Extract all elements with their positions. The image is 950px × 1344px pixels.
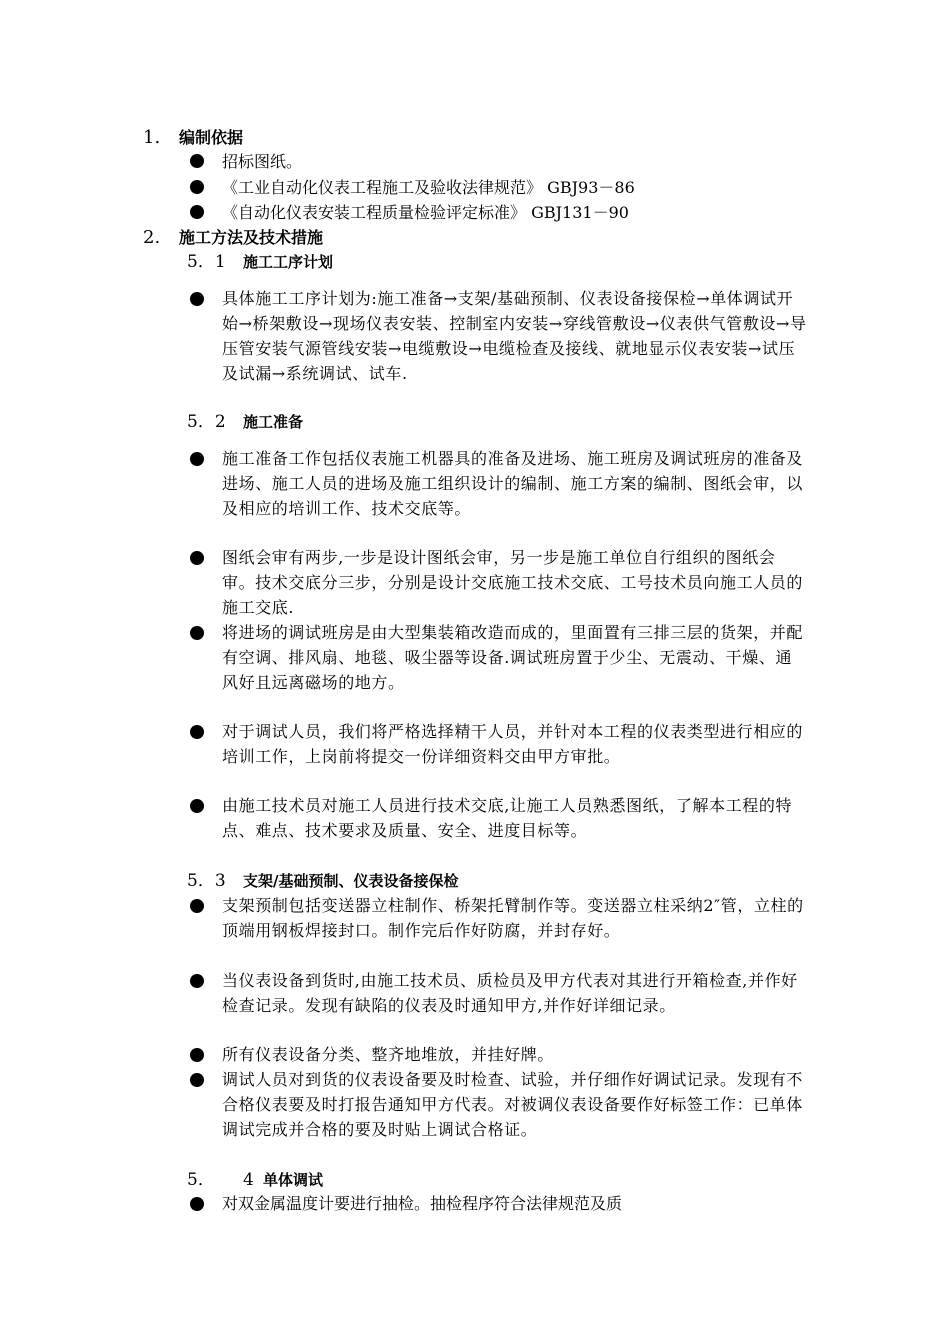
subsection-title: 施工工序计划 [243,253,334,271]
list-item: 施工准备工作包括仪表施工机器具的准备及进场、施工班房及调试班房的准备及进场、施工人员的进场及施工组织设计的编制、施工方案的编制、图纸会审，以及相应的培训工作、技术交底等。 [222,449,804,518]
subsection-title: 单体调试 [263,1171,324,1189]
subsection-5-2-heading [187,410,303,434]
subsection-number: 5．1 [187,252,226,272]
bullet-icon [190,725,204,739]
section-2-number: 2. [143,227,161,248]
list-item: 招标图纸。 [222,152,303,171]
bullet-icon [190,180,204,194]
list-item: 所有仪表设备分类、整齐地堆放，并挂好牌。 [222,1045,555,1064]
bullet-icon [190,154,204,168]
list-item: 对于调试人员，我们将严格选择精干人员，并针对本工程的仪表类型进行相应的培训工作，上岗前将提交一份详细资料交由甲方审批。 [222,722,804,766]
bullet-icon [190,1073,204,1087]
section-2-title: 施工方法及技术措施 [179,228,324,247]
subsection-5-1-heading [187,250,333,274]
subsection-title: 施工准备 [243,413,304,431]
list-item: 《工业自动化仪表工程施工及验收法律规范》 GBJ93－86 [222,178,635,197]
subsection-number: 5．3 [187,871,226,891]
section-1-number: 1. [143,127,161,148]
list-item: 《自动化仪表安装工程质量检验评定标准》 GBJ131－90 [222,203,629,222]
bullet-icon [190,551,204,565]
bullet-icon [190,1048,204,1062]
section-2-heading [143,226,323,250]
list-item: 将进场的调试班房是由大型集装箱改造而成的，里面置有三排三层的货架，并配有空调、排风扇、地毯、吸尘器等设备.调试班房置于少尘、无震动、干燥、通风好且远离磁场的地方。 [222,623,804,692]
list-item: 对双金属温度计要进行抽检。抽检程序符合法律规范及质 [222,1194,623,1213]
bullet-icon [190,626,204,640]
list-item: 支架预制包括变送器立柱制作、桥架托臂制作等。变送器立柱采纳2″管，立柱的顶端用钢板焊接封口。制作完后作好防腐，并封存好。 [222,896,804,940]
subsection-number-part: 4 [243,1170,254,1190]
list-item: 具体施工工序计划为:施工准备→支架/基础预制、仪表设备接保检→单体调试开始→桥架敷设→现场仪表安装、控制室内安装→穿线管敷设→仪表供气管敷设→导压管安装气源管线安装→电缆敷设→电缆检查及接线、就地显示仪表安装→试压及试漏→系统调试、试车. [222,289,807,383]
bullet-icon [190,205,204,219]
list-item: 调试人员对到货的仪表设备要及时检查、试验，并仔细作好调试记录。发现有不合格仪表要及时打报告通知甲方代表。对被调仪表设备要作好标签工作：已单体调试完成并合格的要及时贴上调试合格证。 [222,1070,804,1139]
bullet-icon [190,799,204,813]
subsection-5-3-heading [187,869,458,893]
section-1-heading [143,126,243,150]
list-item: 当仪表设备到货时,由施工技术员、质检员及甲方代表对其进行开箱检查,并作好检查记录。发现有缺陷的仪表及时通知甲方,并作好详细记录。 [222,971,798,1015]
bullet-icon [190,974,204,988]
subsection-5-4-heading [187,1168,323,1192]
subsection-number: 5． [187,1170,215,1190]
subsection-title: 支架/基础预制、仪表设备接保检 [243,872,459,890]
bullet-icon [190,899,204,913]
bullet-icon [190,292,204,306]
list-item: 图纸会审有两步,一步是设计图纸会审，另一步是施工单位自行组织的图纸会审。技术交底分三步，分别是设计交底施工技术交底、工号技术员向施工人员的施工交底. [222,548,804,617]
list-item: 由施工技术员对施工人员进行技术交底,让施工人员熟悉图纸，了解本工程的特点、难点、技术要求及质量、安全、进度目标等。 [222,796,793,840]
bullet-icon [190,452,204,466]
section-1-title: 编制依据 [179,128,244,147]
bullet-icon [190,1197,204,1211]
subsection-number: 5．2 [187,412,226,432]
